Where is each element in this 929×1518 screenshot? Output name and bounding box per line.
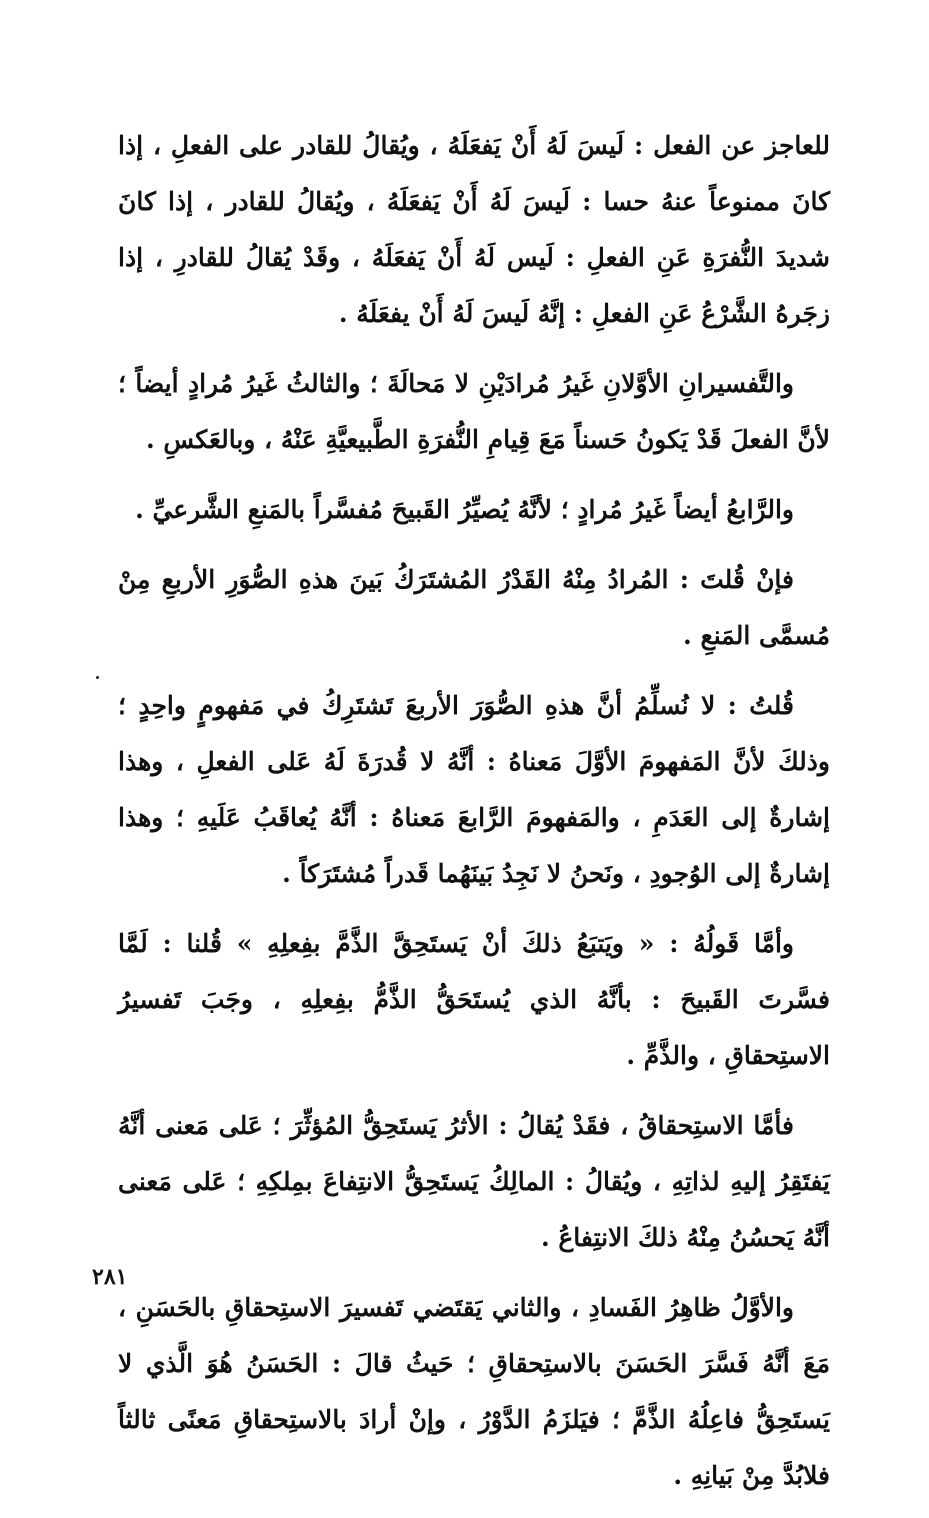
body-text	[118, 118, 830, 1518]
paragraph: وأمَّا قَولُهُ : « ويَتبَعُ ذلكَ أنْ يَستَحِقَّ الذَّمَّ بفِعلِهِ » قُلنا : لَمَّا فسَّرتَ القَبيحَ : بأنَّهُ الذي يُستَحَقُّ الذَّمُّ بفِعلِهِ ، وجَبَ تَفسيرُ الاستِحقاقِ ، والذَّمِّ .	[118, 929, 830, 1070]
paragraph: فأمَّا الاستِحقاقُ ، فقَدْ يُقالُ : الأثرُ يَستَحِقُّ المُؤثِّرَ ؛ عَلى مَعنى أنَّهُ يَفتَقِرُ إليهِ لذاتِهِ ، ويُقالُ : المالِكُ يَستَحِقُّ الانتِفاعَ بمِلكِهِ ؛ عَلى مَعنى أنَّهُ يَحسُنُ مِنْهُ ذلكَ الانتِفاعُ .	[118, 1111, 830, 1252]
paragraph: والأوَّلُ ظاهِرُ الفَسادِ ، والثاني يَقتَضي تَفسيرَ الاستِحقاقِ بالحَسَنِ ، مَعَ أنَّهُ فَسَّرَ الحَسَنَ بالاستِحقاقِ ؛ حَيثُ قالَ : الحَسَنُ هُوَ الَّذي لا يَستَحِقُّ فاعِلُهُ الذَّمَّ ؛ فيَلزَمُ الدَّوْرُ ، وإنْ أرادَ بالاستِحقاقِ مَعنًى ثالثاً فلابُدَّ مِنْ بَيانِهِ .	[118, 1293, 830, 1490]
paragraph: للعاجز عن الفعل : لَيسَ لَهُ أَنْ يَفعَلَهُ ، ويُقالُ للقادر على الفعلِ ، إذا كانَ ممنوعاً عنهُ حسا : لَيسَ لَهُ أَنْ يَفعَلَهُ ، ويُقالُ للقادر ، إذا كانَ شديدَ النُّفرَةِ عَنِ الفعلِ : لَيس لَهُ أَنْ يَفعَلَهُ ، وقَدْ يُقالُ للقادرِ ، إذا زجَرهُ الشَّرْعُ عَنِ الفعلِ : إنَّهُ لَيسَ لَهُ أَنْ يفعَلَهُ .	[118, 131, 830, 328]
paragraph: قُلتُ : لا نُسلِّمُ أنَّ هذهِ الصُّوَرَ الأربعَ تَشتَرِكُ في مَفهومٍ واحِدٍ ؛ وذلكَ لأنَّ المَفهومَ الأوَّلَ مَعناهُ : أنَّهُ لا قُدرَةَ لَهُ عَلى الفعلِ ، وهذا إشارةٌ إلى العَدَمِ ، والمَفهومَ الرَّابعَ مَعناهُ : أنَّهُ يُعاقَبُ عَلَيهِ ؛ وهذا إشارةٌ إلى الوُجودِ ، ونَحنُ لا نَجِدُ بَينَهُما قَدراً مُشتَرَكاً .	[118, 691, 830, 888]
paragraph: والتَّفسيرانِ الأوَّلانِ غَيرُ مُرادَيْنِ لا مَحالَةَ ؛ والثالثُ غَيرُ مُرادٍ أيضاً ؛ لأنَّ الفعلَ قَدْ يَكونُ حَسناً مَعَ قِيامِ النُّفرَةِ الطَّبيعيَّةِ عَنْهُ ، وبالعَكسِ .	[118, 369, 830, 454]
page-number: ٢٨١	[92, 1264, 128, 1290]
scan-speck	[96, 676, 99, 679]
paragraph: والرَّابعُ أيضاً غَيرُ مُرادٍ ؛ لأنَّهُ يُصيِّرُ القَبيحَ مُفسَّراً بالمَنعِ الشَّرعيِّ .	[135, 495, 794, 524]
paragraph: فإنْ قُلتَ : المُرادُ مِنْهُ القَدْرُ المُشتَرَكُ بَينَ هذهِ الصُّوَرِ الأربعِ مِنْ مُسمَّى المَنعِ .	[118, 565, 830, 650]
